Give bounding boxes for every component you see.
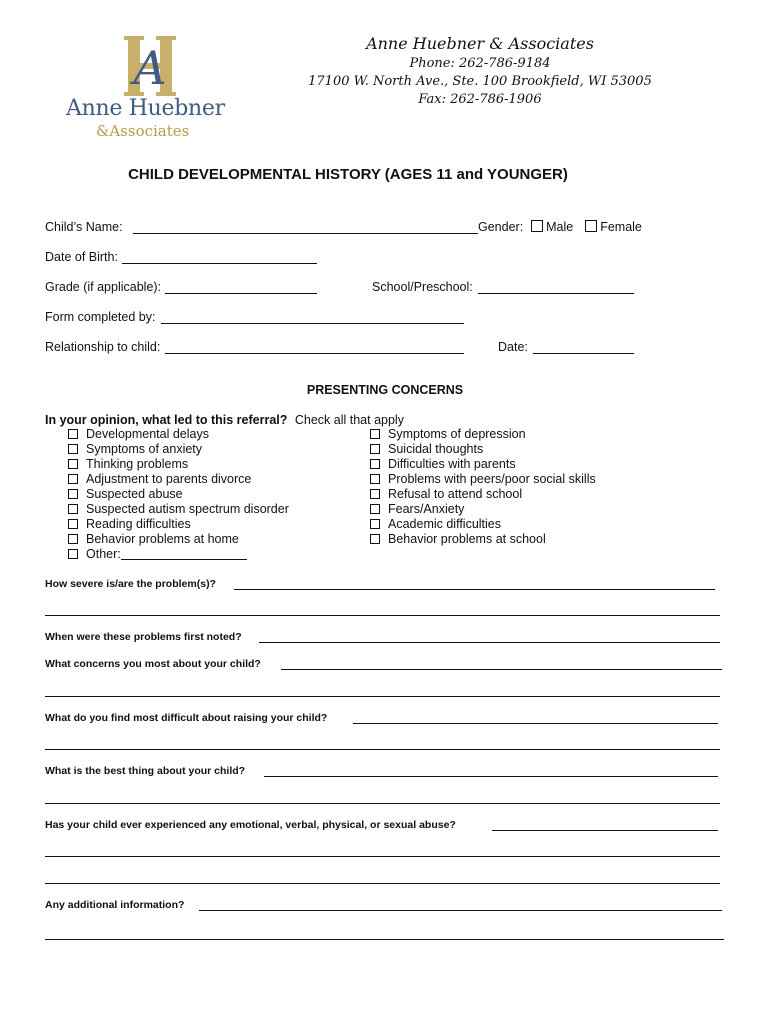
concern-item: [370, 532, 596, 547]
concern-checkbox[interactable]: [370, 489, 380, 499]
concerns-field[interactable]: [281, 669, 722, 670]
concern-checkbox[interactable]: [68, 504, 78, 514]
concern-item: [68, 502, 289, 517]
concerns-left-column: [68, 427, 289, 562]
first-noted-question: When were these problems first noted?: [45, 631, 242, 643]
concern-item: [370, 487, 596, 502]
female-checkbox[interactable]: [585, 220, 597, 232]
concern-label: Suspected abuse: [86, 487, 183, 501]
grade-field[interactable]: [165, 293, 317, 294]
check-all-instruction: Check all that apply: [294, 413, 404, 427]
referral-question-text: In your opinion, what led to this referral?: [45, 413, 288, 427]
difficult-question: What do you find most difficult about raising your child?: [45, 712, 328, 724]
concerns-question: What concerns you most about your child?: [45, 658, 261, 670]
presenting-concerns-title: PRESENTING CONCERNS: [306, 383, 464, 397]
company-logo: [62, 34, 237, 144]
first-noted-field[interactable]: [259, 642, 720, 643]
concern-label: Suicidal thoughts: [388, 442, 484, 456]
concern-label: Adjustment to parents divorce: [86, 472, 252, 486]
concern-item: [68, 517, 289, 532]
concern-checkbox[interactable]: [370, 534, 380, 544]
other-checkbox[interactable]: [68, 549, 78, 559]
date-field[interactable]: [533, 353, 634, 354]
male-label: Male: [546, 220, 574, 234]
concern-checkbox[interactable]: [68, 534, 78, 544]
concern-item: [68, 472, 289, 487]
relationship-field[interactable]: [165, 353, 464, 354]
form-title: CHILD DEVELOPMENTAL HISTORY (AGES 11 and YOUNGER): [128, 166, 568, 183]
abuse-field-2[interactable]: [45, 856, 720, 857]
concerns-field-2[interactable]: [45, 696, 720, 697]
concern-checkbox[interactable]: [370, 444, 380, 454]
concern-label: Problems with peers/poor social skills: [388, 472, 596, 486]
concern-item: [68, 457, 289, 472]
letterhead-address: 17100 W. North Ave., Ste. 100 Brookfield, WI 53005: [308, 74, 652, 89]
gender-label: Gender:: [478, 220, 524, 234]
concern-item: [370, 442, 596, 457]
difficult-field-2[interactable]: [45, 749, 720, 750]
concern-item: [370, 472, 596, 487]
logo-name: Anne Huebner: [66, 96, 225, 121]
best-thing-field-2[interactable]: [45, 803, 720, 804]
concern-item: [370, 427, 596, 442]
other-label: Other:: [86, 547, 121, 561]
grade-label: Grade (if applicable):: [45, 280, 162, 294]
concern-label: Reading difficulties: [86, 517, 191, 531]
letterhead-company: Anne Huebner & Associates: [366, 34, 594, 53]
letterhead-fax: Fax: 262-786-1906: [418, 92, 542, 107]
concern-checkbox[interactable]: [370, 459, 380, 469]
school-field[interactable]: [478, 293, 634, 294]
severity-question: How severe is/are the problem(s)?: [45, 578, 216, 590]
additional-info-field-2[interactable]: [45, 939, 724, 940]
concern-checkbox[interactable]: [370, 519, 380, 529]
concern-checkbox[interactable]: [68, 444, 78, 454]
letterhead-phone: Phone: 262-786-9184: [409, 56, 551, 71]
concern-item: [68, 442, 289, 457]
concern-item: [68, 487, 289, 502]
concern-checkbox[interactable]: [68, 519, 78, 529]
concern-label: Difficulties with parents: [388, 457, 516, 471]
concern-label: Symptoms of anxiety: [86, 442, 203, 456]
concern-checkbox[interactable]: [68, 474, 78, 484]
concern-label: Symptoms of depression: [388, 427, 526, 441]
abuse-question: Has your child ever experienced any emotional, verbal, physical, or sexual abuse?: [45, 819, 456, 831]
concern-item: [370, 502, 596, 517]
gender-group: [478, 220, 642, 234]
best-thing-question: What is the best thing about your child?: [45, 765, 246, 777]
date-label: Date:: [498, 340, 528, 354]
concern-checkbox[interactable]: [370, 429, 380, 439]
completed-by-field[interactable]: [161, 323, 464, 324]
best-thing-field[interactable]: [264, 776, 718, 777]
severity-field[interactable]: [234, 589, 715, 590]
concern-item: [68, 532, 289, 547]
female-label: Female: [600, 220, 642, 234]
logo-associates: &Associates: [96, 122, 190, 140]
concern-item: [68, 427, 289, 442]
dob-label: Date of Birth:: [45, 250, 118, 264]
additional-info-question: Any additional information?: [45, 899, 185, 911]
relationship-label: Relationship to child:: [45, 340, 161, 354]
concern-label: Developmental delays: [86, 427, 209, 441]
concern-label: Academic difficulties: [388, 517, 502, 531]
concern-item: [370, 457, 596, 472]
other-field[interactable]: [121, 559, 247, 560]
concern-checkbox[interactable]: [370, 474, 380, 484]
concern-checkbox[interactable]: [370, 504, 380, 514]
concern-label: Thinking problems: [86, 457, 189, 471]
difficult-field[interactable]: [353, 723, 718, 724]
completed-by-label: Form completed by:: [45, 310, 156, 324]
concern-label: Fears/Anxiety: [388, 502, 465, 516]
childs-name-label: Child’s Name:: [45, 220, 123, 234]
concern-label: Behavior problems at home: [86, 532, 239, 546]
concern-item-other: [68, 547, 289, 562]
concern-checkbox[interactable]: [68, 489, 78, 499]
school-label: School/Preschool:: [372, 280, 473, 294]
logo-mark-icon: [122, 36, 178, 96]
abuse-field[interactable]: [492, 830, 718, 831]
childs-name-field[interactable]: [133, 233, 478, 234]
concerns-right-column: [370, 427, 596, 547]
concern-label: Behavior problems at school: [388, 532, 546, 546]
additional-info-field[interactable]: [199, 910, 722, 911]
abuse-field-3[interactable]: [45, 883, 720, 884]
concern-label: Refusal to attend school: [388, 487, 523, 501]
male-checkbox[interactable]: [531, 220, 543, 232]
concern-label: Suspected autism spectrum disorder: [86, 502, 289, 516]
severity-field-2[interactable]: [45, 615, 720, 616]
concern-checkbox[interactable]: [68, 459, 78, 469]
concern-item: [370, 517, 596, 532]
referral-question: [45, 413, 404, 427]
concern-checkbox[interactable]: [68, 429, 78, 439]
logo-mark-letter: A: [133, 41, 167, 95]
dob-field[interactable]: [122, 263, 317, 264]
